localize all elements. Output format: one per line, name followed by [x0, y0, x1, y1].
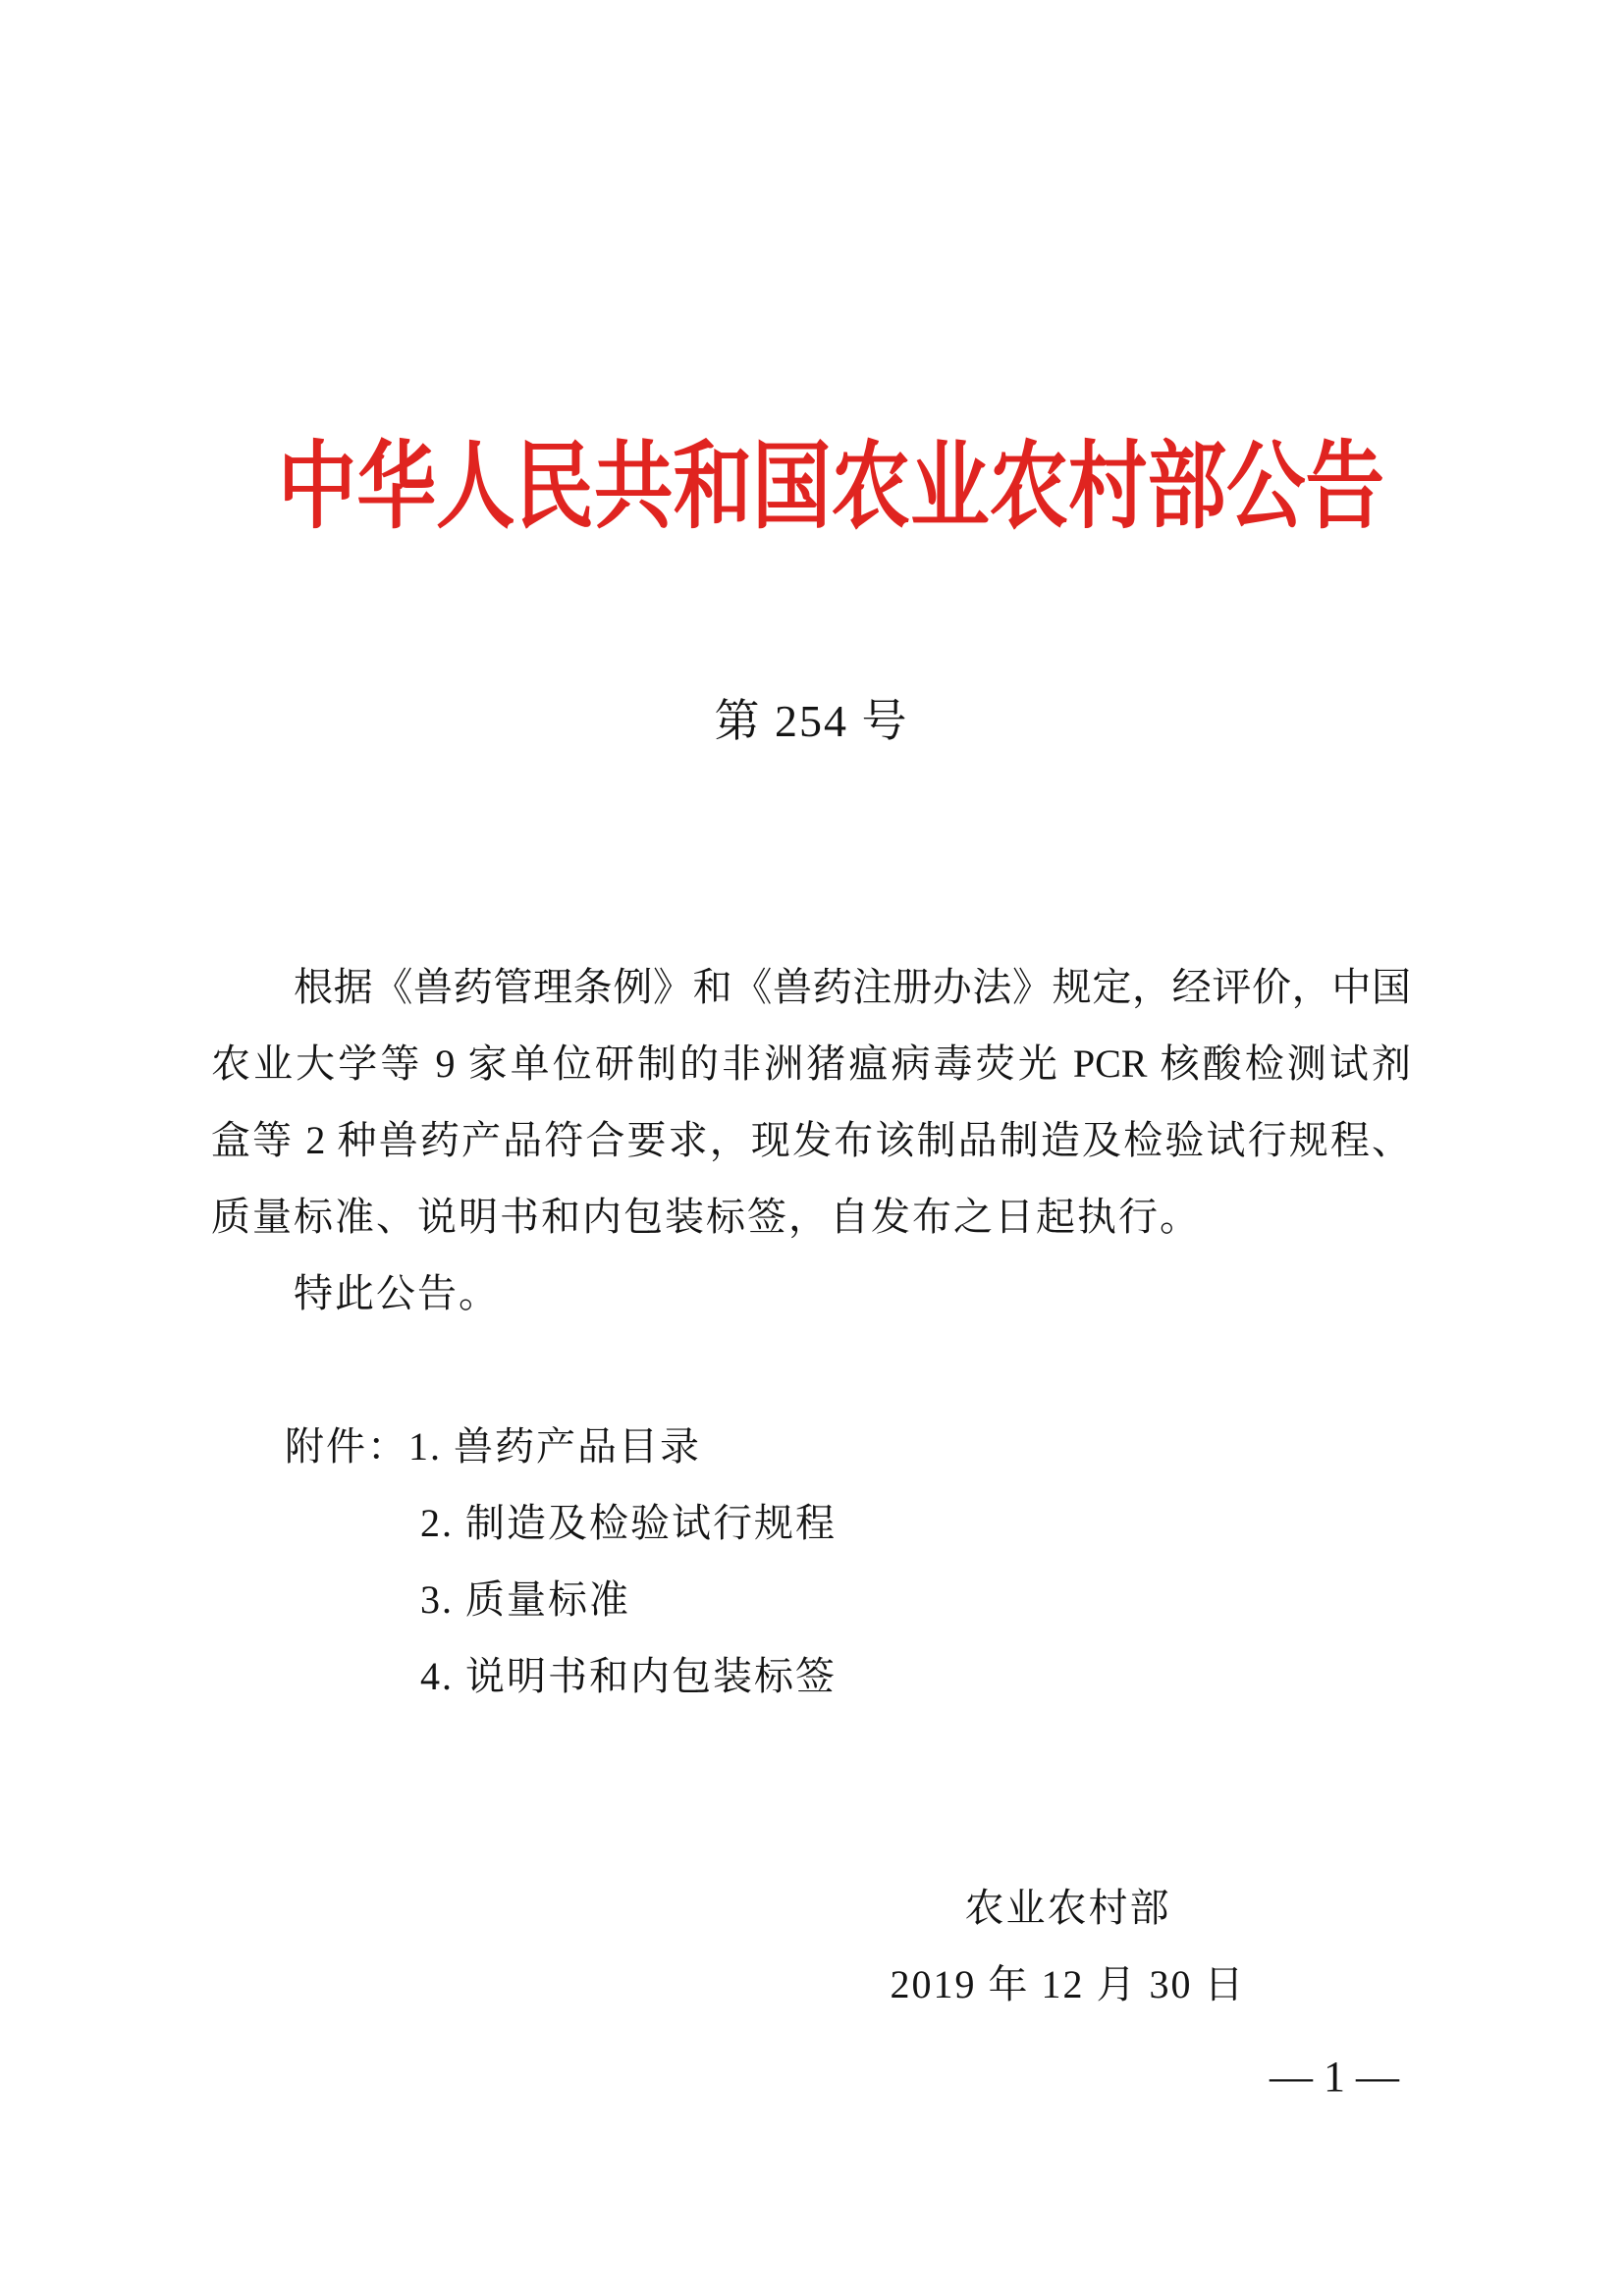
- issuer-name: 农业农村部: [964, 1886, 1171, 1930]
- paragraph-line-3: 盒等 2 种兽药产品符合要求，现发布该制品制造及检验试行规程、: [211, 1118, 1411, 1162]
- attachment-item-3: 3. 质量标准: [420, 1577, 630, 1622]
- closing-line: 特此公告。: [294, 1271, 500, 1315]
- body-text: [211, 949, 1411, 1715]
- paragraph-line-4: 质量标准、说明书和内包装标签，自发布之日起执行。: [211, 1195, 1201, 1239]
- attachments-line-1: [211, 1409, 1411, 1485]
- doc-number: 第 254 号: [714, 696, 909, 746]
- attachment-item-1: 1. 兽药产品目录: [408, 1424, 701, 1468]
- attachments-label: 附件：: [285, 1424, 408, 1468]
- attachment-item-4: 4. 说明书和内包装标签: [420, 1654, 837, 1698]
- paragraph-line-2: 农业大学等 9 家单位研制的非洲猪瘟病毒荧光 PCR 核酸检测试剂: [211, 1041, 1411, 1086]
- signature-block: [785, 1870, 1350, 2023]
- issue-date: 2019 年 12 月 30 日: [890, 1962, 1246, 2006]
- blank-line: [211, 1332, 1411, 1409]
- page-number: — 1 —: [1270, 2053, 1399, 2101]
- paragraph-line-1: 根据《兽药管理条例》和《兽药注册办法》规定，经评价，中国: [294, 965, 1411, 1009]
- page-title: 中华人民共和国农业农村部公告: [277, 435, 1385, 540]
- attachment-item-2: 2. 制造及检验试行规程: [420, 1501, 837, 1545]
